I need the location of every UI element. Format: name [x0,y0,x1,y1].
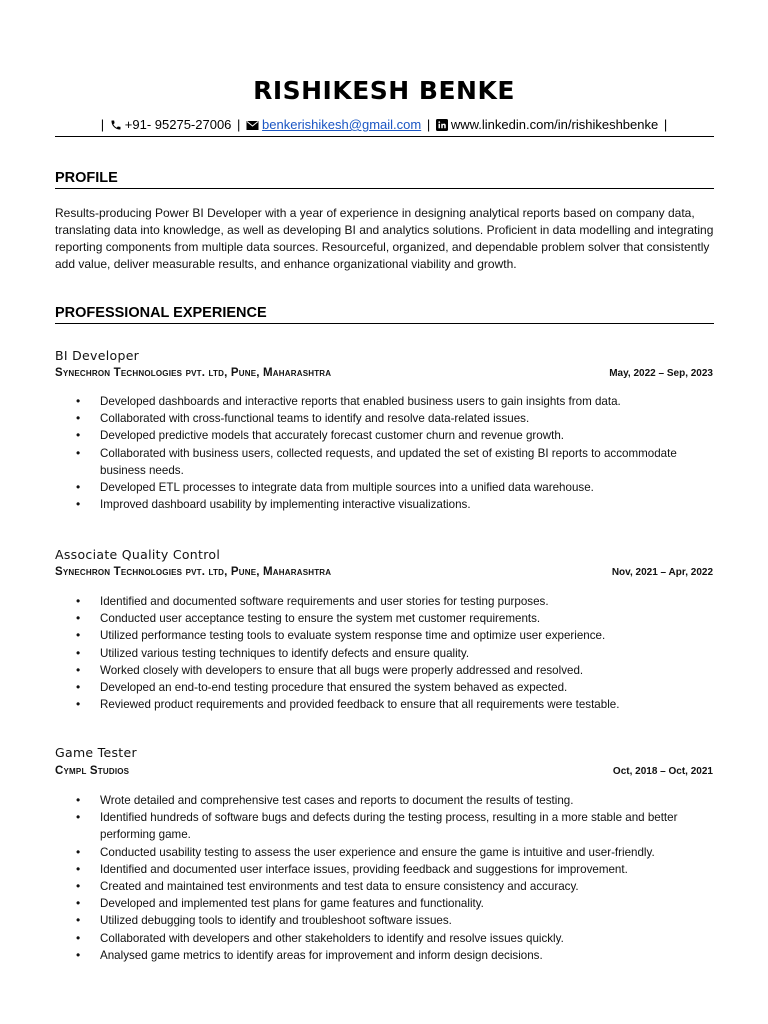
linkedin-icon [436,119,448,134]
list-item: • Wrote detailed and comprehensive test cases and reports to document the results of testing. [55,792,715,809]
job-company: Cympl Studios [55,765,130,777]
list-item: • Worked closely with developers to ensure that all bugs were properly addressed and resolved. [55,662,715,679]
section-title-profile: PROFILE [55,170,714,189]
list-item: • Collaborated with business users, collected requests, and updated the set of existing BI reports to accommodate business needs. [55,445,715,479]
envelope-icon [246,119,259,134]
separator: | [237,117,241,132]
list-item: • Identified and documented user interface issues, providing feedback and suggestions for improvement. [55,861,715,878]
list-item: • Collaborated with cross-functional teams to identify and resolve data-related issues. [55,410,715,427]
profile-text: Results-producing Power BI Developer with a year of experience in designing analytical reports based on company data, translating data into knowledge, as well as developing BI and analytics solutions. Proficient in data modelling and integrating reporting components from multiple data sources. Resourceful, organized, and dependable problem solver that consistently add value, deliver measurable results, and enhance organizational viability and growth. [55,206,714,271]
separator: | [426,117,431,132]
job-bullets [55,792,715,964]
linkedin-link[interactable]: www.linkedin.com/in/rishikeshbenke [450,117,659,132]
list-item: • Developed an end-to-end testing procedure that ensured the system behaved as expected. [55,679,715,696]
job-role: BI Developer [55,348,140,363]
job-bullets [55,593,715,713]
separator: | [100,117,105,132]
phone-icon [110,119,122,134]
list-item: • Developed ETL processes to integrate data from multiple sources into a unified data warehouse. [55,479,715,496]
list-item: • Analysed game metrics to identify areas for improvement and inform design decisions. [55,947,715,964]
list-item: • Developed dashboards and interactive reports that enabled business users to gain insights from data. [55,393,715,410]
list-item: • Created and maintained test environments and test data to ensure consistency and accuracy. [55,878,715,895]
list-item: • Identified and documented software requirements and user stories for testing purposes. [55,593,715,610]
job-company: Synechron Technologies pvt. ltd, Pune, Maharashtra [55,566,332,578]
phone-number: +91- 95275-27006 [124,117,232,132]
list-item: • Collaborated with developers and other stakeholders to identify and resolve issues quickly. [55,930,715,947]
separator: | [663,117,668,132]
list-item: • Utilized debugging tools to identify and troubleshoot software issues. [55,912,715,929]
list-item: • Developed predictive models that accurately forecast customer churn and revenue growth. [55,427,715,444]
section-title-experience: PROFESSIONAL EXPERIENCE [55,305,714,324]
list-item: • Utilized various testing techniques to identify defects and ensure quality. [55,645,715,662]
job-role: Game Tester [55,745,137,760]
job-bullets [55,393,715,513]
job-dates: Oct, 2018 – Oct, 2021 [612,766,713,777]
job-dates: Nov, 2021 – Apr, 2022 [611,567,713,578]
list-item: • Improved dashboard usability by implementing interactive visualizations. [55,496,715,513]
list-item: • Conducted usability testing to assess the user experience and ensure the game is intuitive and user-friendly. [55,844,715,861]
job-dates: May, 2022 – Sep, 2023 [609,368,713,379]
list-item: • Conducted user acceptance testing to ensure the system met customer requirements. [55,610,715,627]
header-divider [55,136,714,137]
list-item: • Identified hundreds of software bugs and defects during the testing process, resulting in a more stable and better performing game. [55,809,715,843]
candidate-name: RISHIKESH BENKE [253,76,515,105]
job-company: Synechron Technologies pvt. ltd, Pune, Maharashtra [55,367,332,379]
list-item: • Reviewed product requirements and provided feedback to ensure that all requirements were testable. [55,696,715,713]
contact-line [0,117,768,134]
job-role: Associate Quality Control [55,547,221,562]
email-link[interactable]: benkerishikesh@gmail.com [262,117,422,132]
list-item: • Developed and implemented test plans for game features and functionality. [55,895,715,912]
list-item: • Utilized performance testing tools to evaluate system response time and optimize user experience. [55,627,715,644]
